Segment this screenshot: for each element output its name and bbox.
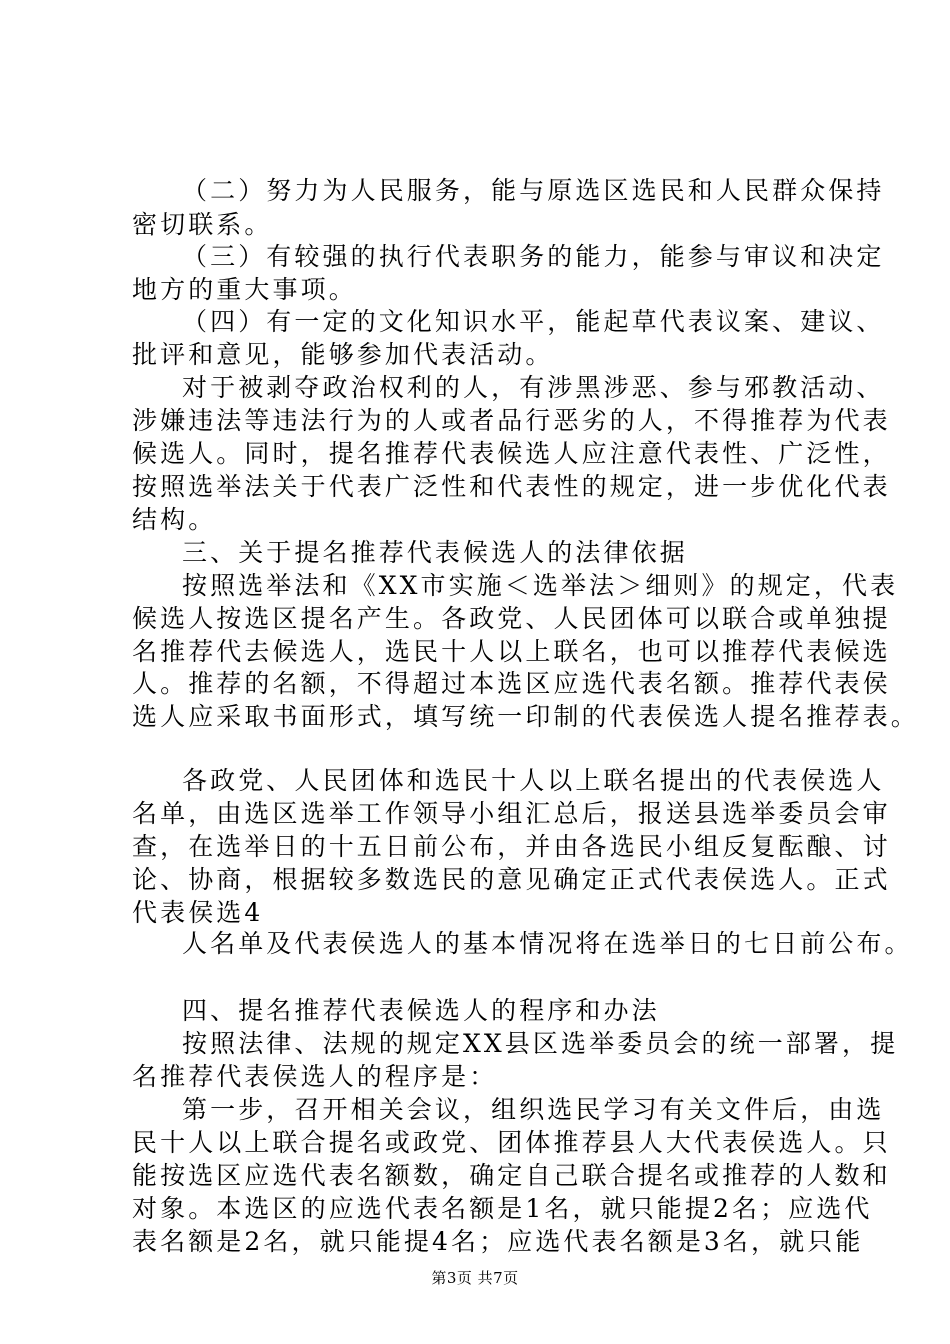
text-line: 各政党、人民团体和选民十人以上联名提出的代表侯选人 bbox=[182, 766, 885, 795]
text-line: （二）努力为人民服务，能与原选区选民和人民群众保持 bbox=[182, 176, 885, 205]
text-line: 密切联系。 bbox=[132, 210, 273, 239]
section-heading: 四、提名推荐代表候选人的程序和办法 bbox=[182, 996, 660, 1025]
text-line: 涉嫌违法等违法行为的人或者品行恶劣的人，不得推荐为代表 bbox=[132, 406, 891, 435]
text-line: 名单，由选区选举工作领导小组汇总后，报送县选举委员会审 bbox=[132, 799, 891, 828]
text-line: （三）有较强的执行代表职务的能力，能参与审议和决定 bbox=[182, 242, 885, 271]
text-line: 民十人以上联合提名或政党、团体推荐县人大代表侯选人。只 bbox=[132, 1128, 891, 1157]
text-line: 选人应采取书面形式，填写统一印制的代表侯选人提名推荐表。 bbox=[132, 702, 919, 731]
text-line: 表名额是2名，就只能提4名；应选代表名额是3名，就只能 bbox=[132, 1227, 864, 1256]
text-line: 按照选举法和《XX市实施＜选举法＞细则》的规定，代表 bbox=[182, 571, 899, 600]
text-line: 名推荐代去候选人，选民十人以上联名，也可以推荐代表候选 bbox=[132, 637, 891, 666]
text-line: 人。推荐的名额，不得超过本选区应选代表名额。推荐代表侯 bbox=[132, 669, 891, 698]
text-line: 地方的重大事项。 bbox=[132, 275, 357, 304]
text-line: 批评和意见，能够参加代表活动。 bbox=[132, 340, 554, 369]
text-line: 对于被剥夺政治权利的人，有涉黑涉恶、参与邪教活动、 bbox=[182, 373, 885, 402]
section-heading: 三、关于提名推荐代表候选人的法律依据 bbox=[182, 538, 688, 567]
text-line: 代表侯选4 bbox=[132, 898, 264, 927]
text-line: 按照选举法关于代表广泛性和代表性的规定，进一步优化代表 bbox=[132, 472, 891, 501]
text-line: 结构。 bbox=[132, 505, 217, 534]
text-line: 能按选区应选代表名额数，确定自己联合提名或推荐的人数和 bbox=[132, 1161, 891, 1190]
page-number-footer: 第3页 共7页 bbox=[431, 1269, 519, 1287]
text-line: 人名单及代表侯选人的基本情况将在选举日的七日前公布。 bbox=[182, 929, 913, 958]
text-line: 候选人。同时，提名推荐代表候选人应注意代表性、广泛性， bbox=[132, 439, 891, 468]
text-line: 第一步，召开相关会议，组织选民学习有关文件后，由选 bbox=[182, 1095, 885, 1124]
text-line: 论、协商，根据较多数选民的意见确定正式代表侯选人。正式 bbox=[132, 865, 891, 894]
text-line: 名推荐代表侯选人的程序是： bbox=[132, 1062, 498, 1091]
text-line: 候选人按选区提名产生。各政党、人民团体可以联合或单独提 bbox=[132, 604, 891, 633]
text-line: （四）有一定的文化知识水平，能起草代表议案、建议、 bbox=[182, 307, 885, 336]
text-line: 对象。本选区的应选代表名额是1名，就只能提2名；应选代 bbox=[132, 1194, 873, 1223]
text-line: 查，在选举日的十五日前公布，并由各选民小组反复酝酿、讨 bbox=[132, 832, 891, 861]
text-line: 按照法律、法规的规定XX县区选举委员会的统一部署，提 bbox=[182, 1029, 899, 1058]
